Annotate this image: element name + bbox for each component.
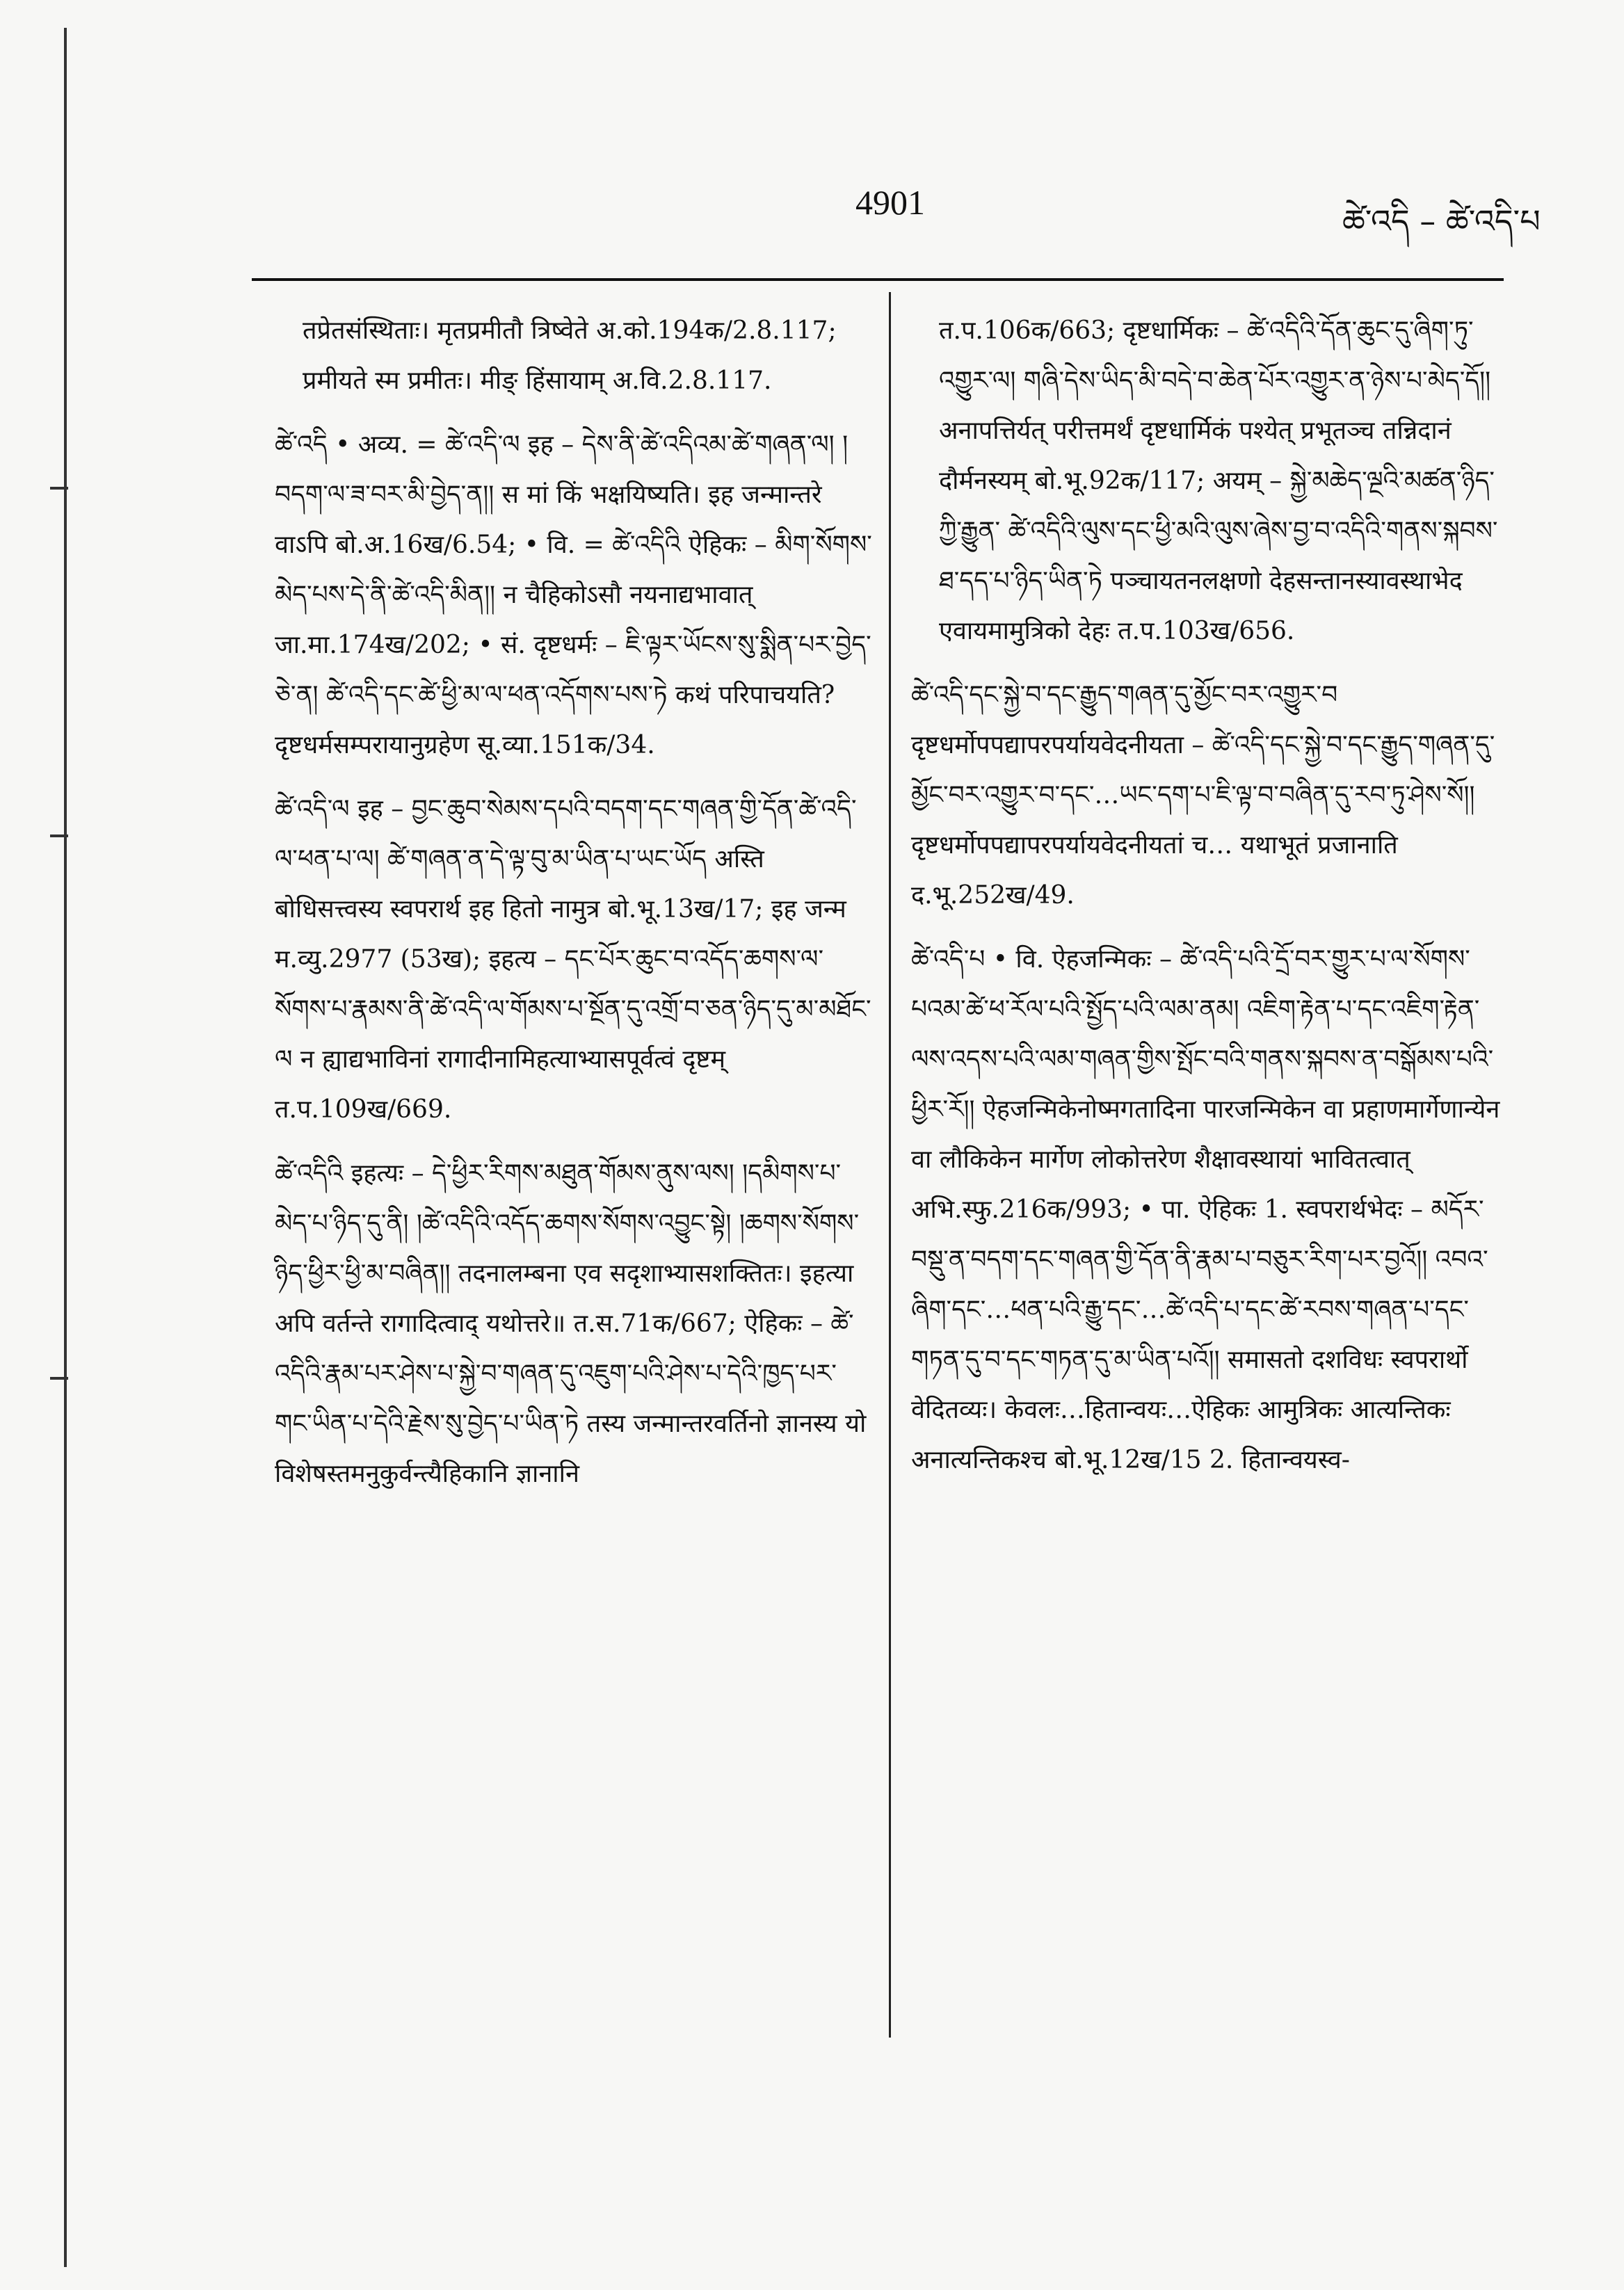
- scan-margin-line: [64, 28, 67, 2267]
- scan-margin-tick: [50, 834, 68, 837]
- right-column: [911, 306, 1509, 1499]
- entry-paragraph: ཚེ་འདིའི इहत्यः – དེ་ཕྱིར་རིགས་མཐུན་གོམས་ནུས་ལས། །དམིགས་པ་མེད་པ་ཉིད་དུ་ནི། །ཚེ་འདིའི་འདོད་ཆགས་སོགས་འབྱུང་སྟེ། །ཆགས་སོགས་ཉིད་ཕྱིར་ཕྱི་མ་བཞིན།། तदनालम्बना एव सदृशाभ्यासशक्तितः। इहत्या अपि वर्तन्ते रागादित्वाद् यथोत्तरे॥ त.स.71क/667; ऐहिकः – ཚེ་འདིའི་རྣམ་པར་ཤེས་པ་སྐྱེ་བ་གཞན་དུ་འཇུག་པའི་ཤེས་པ་དེའི་ཁྱད་པར་གང་ཡིན་པ་དེའི་རྗེས་སུ་བྱེད་པ་ཡིན་ཏེ तस्य जन्मान्तरवर्तिनो ज्ञानस्य यो विशेषस्तमनुकुर्वन्त्यैहिकानि ज्ञानानि: [275, 1159, 867, 1488]
- scan-margin-tick: [50, 487, 68, 490]
- scan-margin-tick: [50, 1377, 68, 1380]
- column-divider: [889, 292, 891, 2038]
- page-number: 4901: [855, 183, 925, 222]
- left-column: [275, 306, 873, 1513]
- header-rule: [252, 278, 1504, 281]
- entry-paragraph: ཚེ་འདི་དང་སྐྱེ་བ་དང་རྒྱུད་གཞན་དུ་མྱོང་བར་འགྱུར་བ दृष्टधर्मोपपद्यापरपर्यायवेदनीयता – ཚེ་འདི་དང་སྐྱེ་བ་དང་རྒྱུད་གཞན་དུ་མྱོང་བར་འགྱུར་བ་དང་…ཡང་དག་པ་ཇི་ལྟ་བ་བཞིན་དུ་རབ་ཏུ་ཤེས་སོ།། दृष्टधर्मोपपद्यापरपर्यायवेदनीयतां च… यथाभूतं प्रजानाति द.भू.252ख/49.: [911, 681, 1495, 910]
- running-head: ཚེ་འདི – ཚེ་འདི་པ: [1342, 202, 1541, 240]
- entry-paragraph: ཚེ་འདི་པ • वि. ऐहजन्मिकः – ཚེ་འདི་པའི་དྲོ་བར་གྱུར་པ་ལ་སོགས་པའམ་ཚེ་ཕ་རོལ་པའི་སྤྱོད་པའི་ལམ་ནམ། འཇིག་རྟེན་པ་དང་འཇིག་རྟེན་ལས་འདས་པའི་ལམ་གཞན་གྱིས་སྤོང་བའི་གནས་སྐབས་ན་བསྒོམས་པའི་ཕྱིར་རོ།། ऐहजन्मिकेनोष्मगतादिना पारजन्मिकेन वा प्रहाणमार्गेणान्येन वा लौकिकेन मार्गेण लोकोत्तरेण शैक्षावस्थायां भावितत्वात् अभि.स्फु.216क/993; • पा. ऐहिकः 1. स्वपरार्थभेदः – མདོར་བསྡུ་ན་བདག་དང་གཞན་གྱི་དོན་ནི་རྣམ་པ་བཅུར་རིག་པར་བྱའོ།། འབའ་ཞིག་དང་…ཕན་པའི་རྒྱུ་དང་…ཚེ་འདི་པ་དང་ཚེ་རབས་གཞན་པ་དང་གཏན་དུ་བ་དང་གཏན་དུ་མ་ཡིན་པའོ།། समासतो दशविधः स्वपरार्थो वेदितव्यः। केवलः…हितान्वयः…ऐहिकः आमुत्रिकः आत्यन्तिकः अनात्यन्तिकश्च बो.भू.12ख/15 2. हितान्वयस्व-: [911, 945, 1500, 1474]
- entry-paragraph: तप्रेतसंस्थिताः। मृतप्रमीतौ त्रिष्वेते अ.को.194क/2.8.117; प्रमीयते स्म प्रमीतः। मीङ् हिंसायाम् अ.वि.2.8.117.: [303, 316, 837, 395]
- entry-paragraph: ཚེ་འདི་ལ इह – བྱང་ཆུབ་སེམས་དཔའི་བདག་དང་གཞན་གྱི་དོན་ཚེ་འདི་ལ་ཕན་པ་ལ། ཚེ་གཞན་ན་དེ་ལྟ་བུ་མ་ཡིན་པ་ཡང་ཡོད अस्ति बोधिसत्त्वस्य स्वपरार्थ इह हितो नामुत्र बो.भू.13ख/17; इह जन्म म.व्यु.2977 (53ख); इहत्य – དང་པོར་ཆུང་བ་འདོད་ཆགས་ལ་སོགས་པ་རྣམས་ནི་ཚེ་འདི་ལ་གོམས་པ་སྔོན་དུ་འགྲོ་བ་ཅན་ཉིད་དུ་མ་མཐོང་ལ न ह्याद्यभाविनां रागादीनामिहत्याभ्यासपूर्वत्वं दृष्टम् त.प.109ख/669.: [275, 795, 871, 1124]
- entry-paragraph: ཚེ་འདི • अव्य. = ཚེ་འདི་ལ इह – དེས་ནི་ཚེ་འདིའམ་ཚེ་གཞན་ལ། །བདག་ལ་ཟ་བར་མི་བྱེད་ན།། स मां किं भक्षयिष्यति। इह जन्मान्तरे वाऽपि बो.अ.16ख/6.54; • वि. = ཚེ་འདིའི ऐहिकः – མིག་སོགས་མེད་པས་དེ་ནི་ཚེ་འདི་མིན།། न चैहिकोऽसौ नयनाद्यभावात् जा.मा.174ख/202; • सं. दृष्टधर्मः – ཇི་ལྟར་ཡོངས་སུ་སྨིན་པར་བྱེད་ཅེ་ན། ཚེ་འདི་དང་ཚེ་ཕྱི་མ་ལ་ཕན་འདོགས་པས་ཏེ कथं परिपाचयति? दृष्टधर्मसम्परायानुग्रहेण सू.व्या.151क/34.: [275, 430, 872, 759]
- entry-paragraph: त.प.106क/663; दृष्टधार्मिकः – ཚེ་འདིའི་དོན་ཆུང་དུ་ཞིག་ཏུ་འགྱུར་ལ། གཞི་དེས་ཡིད་མི་བདེ་བ་ཆེན་པོར་འགྱུར་ན་ཉེས་པ་མེད་དོ།། अनापत्तिर्यत् परीत्तमर्थं दृष्टधार्मिकं पश्येत् प्रभूतञ्च तन्निदानं दौर्मनस्यम् बो.भू.92क/117; अयम् – སྐྱེ་མཆེད་ལྔའི་མཚན་ཉིད་ཀྱི་རྒྱུན་ ཚེ་འདིའི་ལུས་དང་ཕྱི་མའི་ལུས་ཞེས་བྱ་བ་འདིའི་གནས་སྐབས་ཐ་དད་པ་ཉིད་ཡིན་ཏེ पञ्चायतनलक्षणो देहसन्तानस्यावस्थाभेद एवायमामुत्रिको देहः त.प.103ख/656.: [939, 316, 1498, 645]
